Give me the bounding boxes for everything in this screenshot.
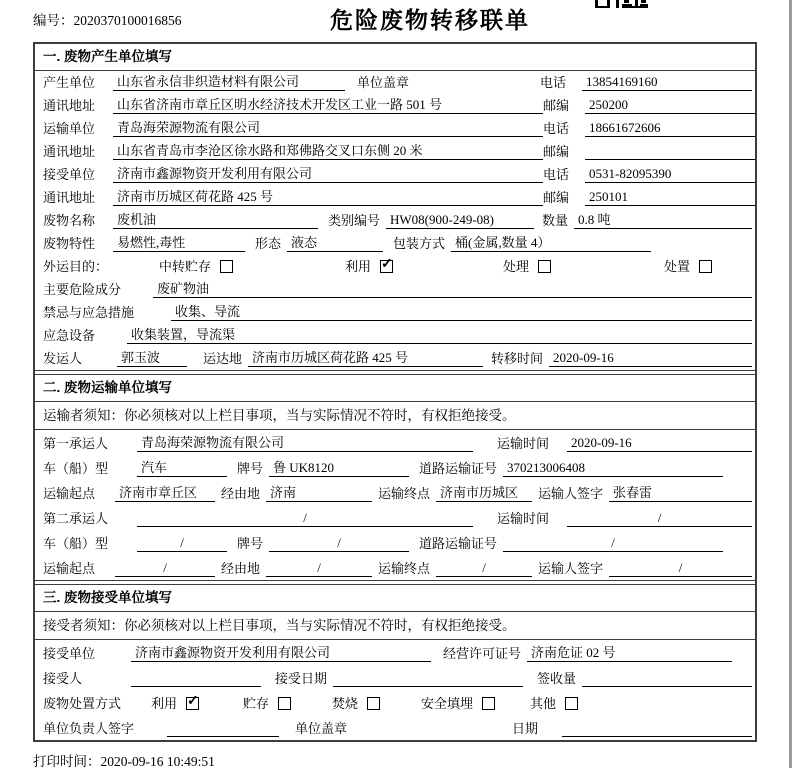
checkbox-option <box>421 693 530 712</box>
field-value: / <box>137 510 473 527</box>
checkbox-option <box>664 256 712 275</box>
field-value: 250200 <box>585 97 755 114</box>
checkbox-option <box>159 256 345 275</box>
field-label: 单位盖章 <box>295 721 348 736</box>
field-value: / <box>266 560 372 577</box>
form-row <box>35 117 755 140</box>
section-rows <box>35 640 755 740</box>
field-label: 转移时间 <box>491 351 544 366</box>
field-label: 接受单位 <box>43 167 96 182</box>
form-row <box>35 301 755 324</box>
field-value: 山东省青岛市李沧区徐水路和郑佛路交叉口东侧 20 米 <box>113 140 543 160</box>
form-row <box>35 94 755 117</box>
checkbox-label: 处置 <box>664 259 691 274</box>
field-label: 形态 <box>255 236 282 251</box>
field-label: 应急设备 <box>43 328 96 343</box>
checkbox-label: 其他 <box>530 696 557 711</box>
field-value <box>131 671 261 687</box>
field-label: 通讯地址 <box>43 190 96 205</box>
form-row <box>35 715 755 740</box>
field-value: / <box>567 510 752 527</box>
field-label: 运输时间 <box>497 511 550 526</box>
form-row <box>35 186 755 209</box>
field-value: 桶(金属,数量 4） <box>451 232 651 252</box>
form-row <box>35 232 755 255</box>
field-value <box>582 671 752 687</box>
section-receiver <box>35 584 755 740</box>
checkbox-label: 利用 <box>151 696 178 711</box>
field-label: 电话 <box>543 167 570 182</box>
checkbox-label: 中转贮存 <box>159 259 212 274</box>
form-row <box>35 278 755 301</box>
qr-code-fragment <box>595 0 648 8</box>
field-label: 道路运输证号 <box>419 536 498 551</box>
field-label: 运输单位 <box>43 121 96 136</box>
field-value: 2020-09-16 <box>567 435 752 452</box>
form-row <box>35 163 755 186</box>
field-value: 济南市历城区 <box>436 482 532 502</box>
section-transporter <box>35 374 755 581</box>
field-value <box>585 144 755 160</box>
field-label: 牌号 <box>237 536 264 551</box>
checkbox-option <box>345 256 503 275</box>
field-value: / <box>269 535 409 552</box>
field-label: 禁忌与应急措施 <box>43 305 135 320</box>
section-note: 接受者须知：你必须核对以上栏目事项，当与实际情况不符时，有权拒绝接受。 <box>35 612 755 640</box>
field-label: 邮编 <box>543 144 570 159</box>
field-label: 第二承运人 <box>43 511 109 526</box>
field-label: 运输起点 <box>43 561 96 576</box>
section-rows <box>35 430 755 580</box>
field-value: 青岛海荣源物流有限公司 <box>113 117 543 137</box>
field-label: 运输起点 <box>43 486 96 501</box>
page-title: 危险废物转移联单 <box>330 7 530 33</box>
section-header: 一. 废物产生单位填写 <box>35 44 755 71</box>
checkbox-option <box>503 256 664 275</box>
field-value: 250101 <box>585 189 755 206</box>
field-label: 发运人 <box>43 351 83 366</box>
form-row <box>35 455 755 480</box>
field-value: 山东省济南市章丘区明水经济技术开发区工业一路 501 号 <box>113 94 543 114</box>
checkbox-label: 利用 <box>345 259 372 274</box>
field-label: 主要危险成分 <box>43 282 122 297</box>
field-label: 数量 <box>542 213 569 228</box>
field-label: 车（船）型 <box>43 461 109 476</box>
checkbox-unchecked-icon <box>220 260 233 273</box>
field-value: 废机油 <box>113 209 318 229</box>
field-label: 经由地 <box>221 486 261 501</box>
checkbox-checked-icon <box>380 260 393 273</box>
field-label: 接受日期 <box>275 671 328 686</box>
serial-number: 2020370100016856 <box>73 13 182 28</box>
field-value <box>167 721 279 737</box>
checkbox-option <box>530 693 578 712</box>
form-row <box>35 690 755 715</box>
field-value: 济南市章丘区 <box>115 482 215 502</box>
checkbox-unchecked-icon <box>482 697 495 710</box>
checkbox-unchecked-icon <box>278 697 291 710</box>
field-value: 18661672606 <box>585 120 755 137</box>
form-row <box>35 324 755 347</box>
field-label: 牌号 <box>237 461 264 476</box>
section-header: 三. 废物接受单位填写 <box>35 585 755 612</box>
field-label: 包装方式 <box>393 236 446 251</box>
field-value: 易燃性,毒性 <box>113 232 245 252</box>
checkbox-option <box>332 693 421 712</box>
field-value: 汽车 <box>137 457 227 477</box>
checkbox-unchecked-icon <box>367 697 380 710</box>
field-label: 邮编 <box>543 98 570 113</box>
print-time-value: 2020-09-16 10:49:51 <box>100 754 215 769</box>
field-value: 山东省永信非织造材料有限公司 <box>113 71 345 91</box>
form-row <box>35 255 755 278</box>
field-label: 通讯地址 <box>43 98 96 113</box>
field-label: 接受人 <box>43 671 83 686</box>
field-value: 张春雷 <box>609 482 752 502</box>
section-note: 运输者须知：你必须核对以上栏目事项，当与实际情况不符时，有权拒绝接受。 <box>35 402 755 430</box>
field-value: 鲁 UK8120 <box>269 457 409 477</box>
form-row <box>35 140 755 163</box>
field-value: 济南市历城区荷花路 425 号 <box>113 186 543 206</box>
form-row <box>35 347 755 370</box>
field-value: HW08(900-249-08) <box>386 212 534 229</box>
field-label: 废物处置方式 <box>43 696 122 711</box>
field-label: 废物名称 <box>43 213 96 228</box>
checkbox-label: 焚烧 <box>332 696 359 711</box>
form-row <box>35 555 755 580</box>
field-value: 废矿物油 <box>153 278 752 298</box>
field-value: / <box>436 560 532 577</box>
form-row <box>35 430 755 455</box>
field-value: 370213006408 <box>503 460 723 477</box>
field-value: / <box>503 535 723 552</box>
field-label: 废物特性 <box>43 236 96 251</box>
field-label: 单位负责人签字 <box>43 721 135 736</box>
field-value: / <box>609 560 752 577</box>
field-value: 青岛海荣源物流有限公司 <box>137 432 473 452</box>
form-row <box>35 665 755 690</box>
field-label: 接受单位 <box>43 646 96 661</box>
form-row <box>35 71 755 94</box>
field-value: 2020-09-16 <box>549 350 752 367</box>
field-label: 运达地 <box>203 351 243 366</box>
field-value <box>562 721 752 737</box>
field-value: / <box>115 560 215 577</box>
serial-label: 编号： <box>33 13 74 28</box>
transfer-manifest-form <box>33 42 757 742</box>
field-label: 单位盖章 <box>357 75 410 90</box>
print-time-label: 打印时间： <box>33 754 101 769</box>
field-label: 邮编 <box>543 190 570 205</box>
field-value: 0.8 吨 <box>574 209 752 229</box>
field-label: 产生单位 <box>43 75 96 90</box>
checkbox-option <box>243 693 332 712</box>
section-rows <box>35 71 755 370</box>
field-label: 第一承运人 <box>43 436 109 451</box>
form-row <box>35 640 755 665</box>
checkbox-checked-icon <box>186 697 199 710</box>
field-label: 类别编号 <box>328 213 381 228</box>
checkbox-label: 贮存 <box>243 696 270 711</box>
checkbox-option <box>151 693 243 712</box>
field-value: 液态 <box>287 232 383 252</box>
checkbox-unchecked-icon <box>565 697 578 710</box>
field-label: 运输人签字 <box>538 561 604 576</box>
form-row <box>35 505 755 530</box>
field-value: 济南市历城区荷花路 425 号 <box>248 347 483 367</box>
field-value: 济南市鑫源物资开发利用有限公司 <box>113 163 543 183</box>
field-label: 日期 <box>512 721 539 736</box>
field-value: 0531-82095390 <box>585 166 755 183</box>
field-label: 运输终点 <box>378 486 431 501</box>
field-label: 电话 <box>540 75 567 90</box>
field-label: 外运目的： <box>43 259 109 274</box>
checkbox-label: 安全填埋 <box>421 696 474 711</box>
field-label: 电话 <box>543 121 570 136</box>
form-row <box>35 209 755 232</box>
field-value: 济南危证 02 号 <box>527 642 732 662</box>
field-label: 经由地 <box>221 561 261 576</box>
field-label: 运输终点 <box>378 561 431 576</box>
field-value: 济南市鑫源物资开发利用有限公司 <box>131 642 431 662</box>
checkbox-label: 处理 <box>503 259 530 274</box>
document-serial <box>33 9 182 29</box>
field-value: 济南 <box>266 482 372 502</box>
field-label: 运输时间 <box>497 436 550 451</box>
checkbox-unchecked-icon <box>538 260 551 273</box>
checkbox-unchecked-icon <box>699 260 712 273</box>
field-label: 道路运输证号 <box>419 461 498 476</box>
field-value: / <box>137 535 227 552</box>
section-header: 二. 废物运输单位填写 <box>35 375 755 402</box>
field-label: 经营许可证号 <box>443 646 522 661</box>
field-value <box>333 671 523 687</box>
field-value: 收集、导流 <box>171 301 752 321</box>
field-label: 签收量 <box>537 671 577 686</box>
field-label: 车（船）型 <box>43 536 109 551</box>
section-generator <box>35 44 755 371</box>
form-row <box>35 530 755 555</box>
field-value: 郭玉波 <box>117 347 187 367</box>
field-value: 收集装置，导流渠 <box>127 324 752 344</box>
field-label: 运输人签字 <box>538 486 604 501</box>
field-label: 通讯地址 <box>43 144 96 159</box>
print-time <box>33 750 215 770</box>
form-row <box>35 480 755 505</box>
window-edge <box>789 0 792 768</box>
field-value: 13854169160 <box>582 74 752 91</box>
